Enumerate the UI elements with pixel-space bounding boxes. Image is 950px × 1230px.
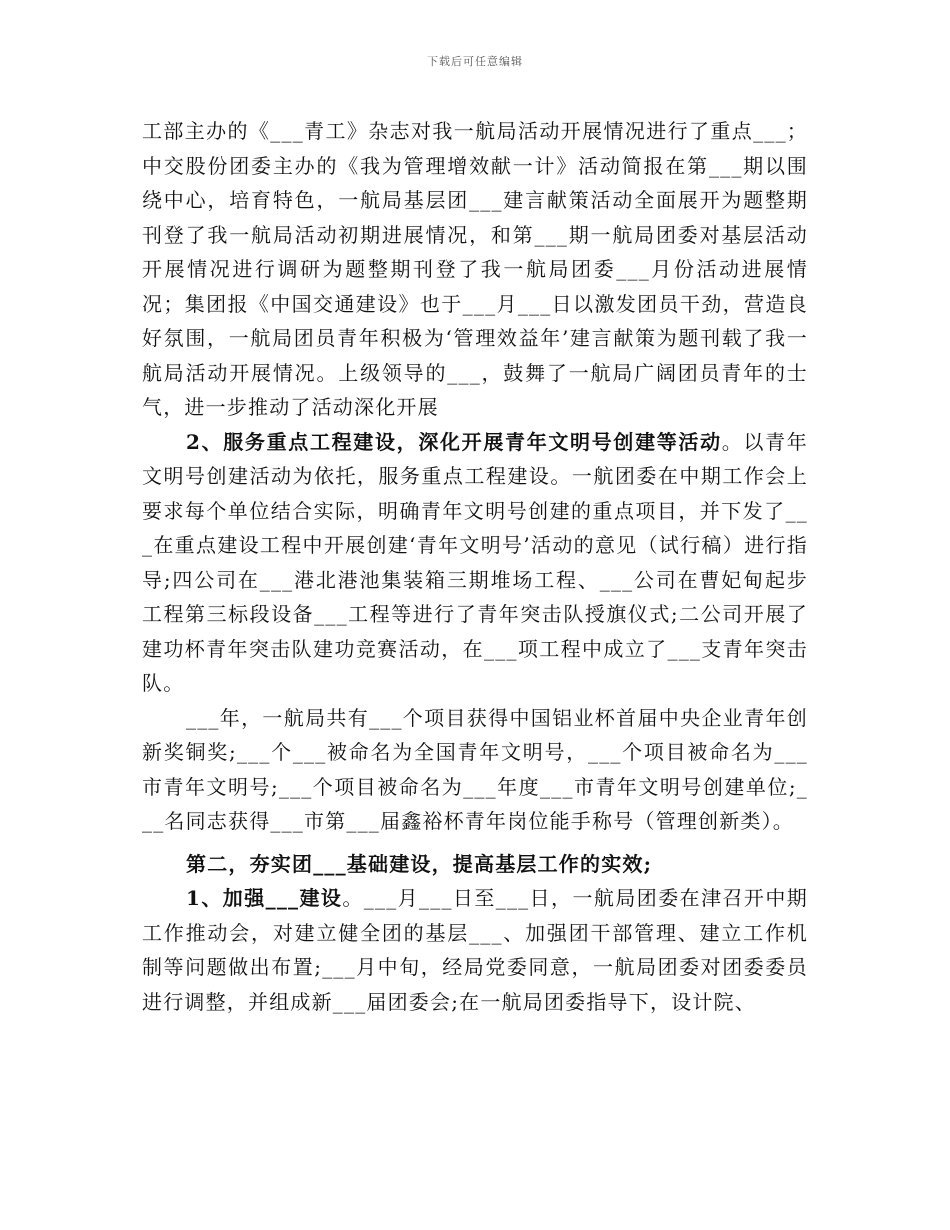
paragraph-1: 工部主办的《___青工》杂志对我一航局活动开展情况进行了重点___；中交股份团委主办的《我为管理增效献一计》活动简报在第___期以围绕中心，培育特色，一航局基层团___建言献策活动全面展开为题整期刊登了我一航局活动初期进展情况，和第___期一航局团委对基层活动开展情况进行调研为题整期刊登了我一航局团委___月份活动进展情况；集团报《中国交通建设》也于___月___日以激发团员干劲，营造良好氛围，一航局团员青年积极为‘管理效益年’建言献策为题刊载了我一航局活动开展情况。上级领导的___，鼓舞了一航局广阔团员青年的士气，进一步推动了活动深化开展 [142,119,808,419]
paragraph-3: ___年，一航局共有___个项目获得中国铝业杯首届中央企业青年创新奖铜奖;___个___被命名为全国青年文明号，___个项目被命名为___市青年文明号;___个项目被命名为___年度___市青年文明号创建单位;___名同志获得___市第___届鑫裕杯青年岗位能手称号（管理创新类）。 [142,705,808,833]
paragraph-4-heading: 1、加强___建设 [186,886,343,910]
section-heading: 第二，夯实团___基础建设，提高基层工作的实效; [186,851,653,876]
page-header: 下载后可任意编辑 [427,55,523,68]
paragraph-4 [142,881,808,1019]
paragraph-2-heading: 2、服务重点工程建设，深化开展青年文明号创建等活动 [186,429,722,454]
paragraph-4-body: 。___月___日至___日，一航局团委在津召开中期工作推动会，对建立健全团的基层___、加强团干部管理、建立工作机制等问题做出布置;___月中旬，经局党委同意，一航局团委对团委委员进行调整，并组成新___届团委会;在一航局团委指导下，设计院、 [142,886,809,1014]
paragraph-2-body: 。以青年文明号创建活动为依托，服务重点工程建设。一航团委在中期工作会上要求每个单位结合实际，明确青年文明号创建的重点项目，并下发了___在重点建设工程中开展创建‘青年文明号’活动的意见（试行稿）进行指导;四公司在___港北港池集装箱三期堆场工程、___公司在曹妃甸起步工程第三标段设备___工程等进行了青年突击队授旗仪式;二公司开展了建功杯青年突击队建功竞赛活动，在___项工程中成立了___支青年突击队。 [142,429,808,695]
paragraph-2 [142,425,808,701]
document-body [142,114,808,1019]
